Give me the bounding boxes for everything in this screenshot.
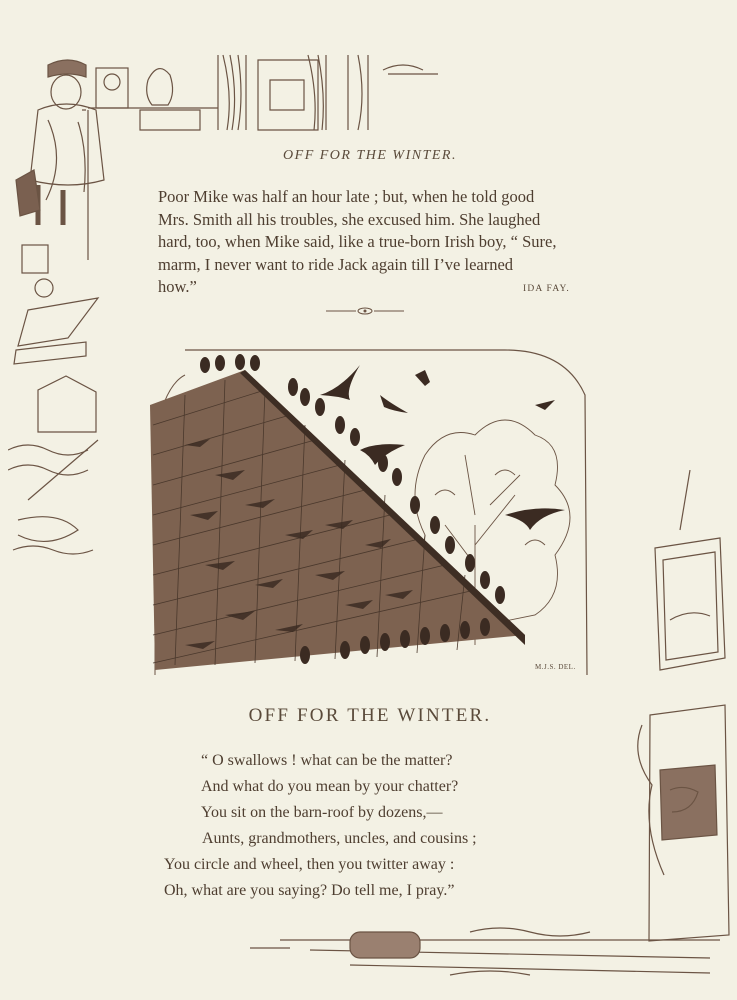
- story-title: OFF FOR THE WINTER.: [283, 148, 457, 163]
- artist-mark: M.J.S. DEL.: [535, 663, 576, 671]
- poem-line: You sit on the barn-roof by dozens,—: [201, 804, 443, 821]
- story-line: how.”: [158, 277, 197, 296]
- story-line: hard, too, when Mike said, like a true-born Irish boy, “ Sure,: [158, 232, 557, 251]
- poem-line: And what do you mean by your chatter?: [201, 778, 459, 795]
- poem-line: Oh, what are you saying? Do tell me, I pray.”: [164, 882, 455, 899]
- story-line: marm, I never want to ride Jack again till I’ve learned: [158, 254, 514, 274]
- story-line: Mrs. Smith all his troubles, she excused him. She laughed: [158, 209, 541, 229]
- poem-title: OFF FOR THE WINTER.: [248, 705, 492, 726]
- poem-line: Aunts, grandmothers, uncles, and cousins ;: [202, 830, 477, 847]
- author-signature: IDA FAY.: [523, 284, 570, 294]
- poem-line: You circle and wheel, then you twitter away :: [164, 856, 455, 873]
- poem-line: “ O swallows ! what can be the matter?: [201, 752, 453, 769]
- poem-text: [150, 748, 590, 904]
- story-line: Poor Mike was half an hour late ; but, when he told good: [158, 187, 535, 206]
- swallows-roof-illustration: [145, 345, 590, 685]
- ornamental-divider: [326, 305, 404, 317]
- story-text: [158, 186, 598, 299]
